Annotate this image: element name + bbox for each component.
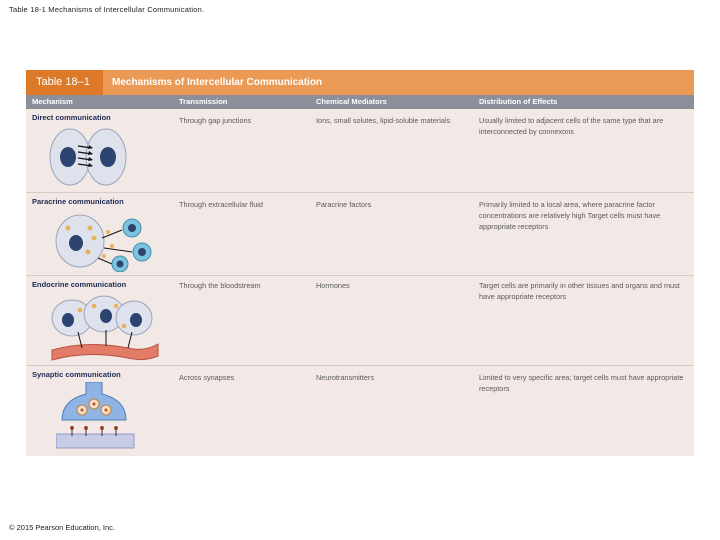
header-distribution: Distribution of Effects [479, 97, 558, 106]
table-row [26, 193, 694, 276]
table-row [26, 276, 694, 366]
copyright-footer: © 2015 Pearson Education, Inc. [9, 523, 116, 532]
paracrine-cells-illustration [54, 210, 154, 272]
mechanism-label: Paracrine communication [32, 197, 124, 206]
header-mechanism: Mechanism [32, 97, 73, 106]
effects-cell: Primarily limited to a local area, where paracrine factor concentrations are relatively high Target cells must have appropriate receptors [479, 200, 661, 231]
effects-cell: Limited to very specific area; target cells must have appropriate receptors [479, 373, 684, 393]
mediators-cell: Neurotransmitters [316, 373, 374, 382]
mechanisms-table [26, 70, 694, 456]
header-chemical-mediators: Chemical Mediators [316, 97, 387, 106]
mechanism-label: Synaptic communication [32, 370, 121, 379]
transmission-cell: Through extracellular fluid [179, 200, 263, 209]
mediators-cell: Ions, small solutes, lipid-soluble materials [316, 116, 451, 125]
effects-cell: Target cells are primarily in other tissues and organs and must have appropriate receptors [479, 281, 680, 301]
transmission-cell: Through gap junctions [179, 116, 252, 125]
mechanism-label: Endocrine communication [32, 280, 127, 289]
mediators-cell: Paracrine factors [316, 200, 372, 209]
gap-junction-cells-illustration [48, 126, 128, 188]
table-row [26, 109, 694, 193]
table-banner [26, 70, 694, 95]
slide-title: Table 18-1 Mechanisms of Intercellular Communication. [9, 5, 205, 14]
synapse-illustration [56, 382, 136, 452]
transmission-cell: Across synapses [179, 373, 235, 382]
effects-cell: Usually limited to adjacent cells of the same type that are interconnected by connexons [479, 116, 664, 136]
endocrine-gland-illustration [48, 292, 160, 362]
table-header-row [26, 95, 694, 109]
table-title: Mechanisms of Intercellular Communication [112, 77, 323, 88]
table-number: Table 18–1 [26, 70, 103, 95]
header-transmission: Transmission [179, 97, 228, 106]
mechanism-label: Direct communication [32, 113, 111, 122]
transmission-cell: Through the bloodstream [179, 281, 261, 290]
mediators-cell: Hormones [316, 281, 350, 290]
table-row [26, 366, 694, 456]
